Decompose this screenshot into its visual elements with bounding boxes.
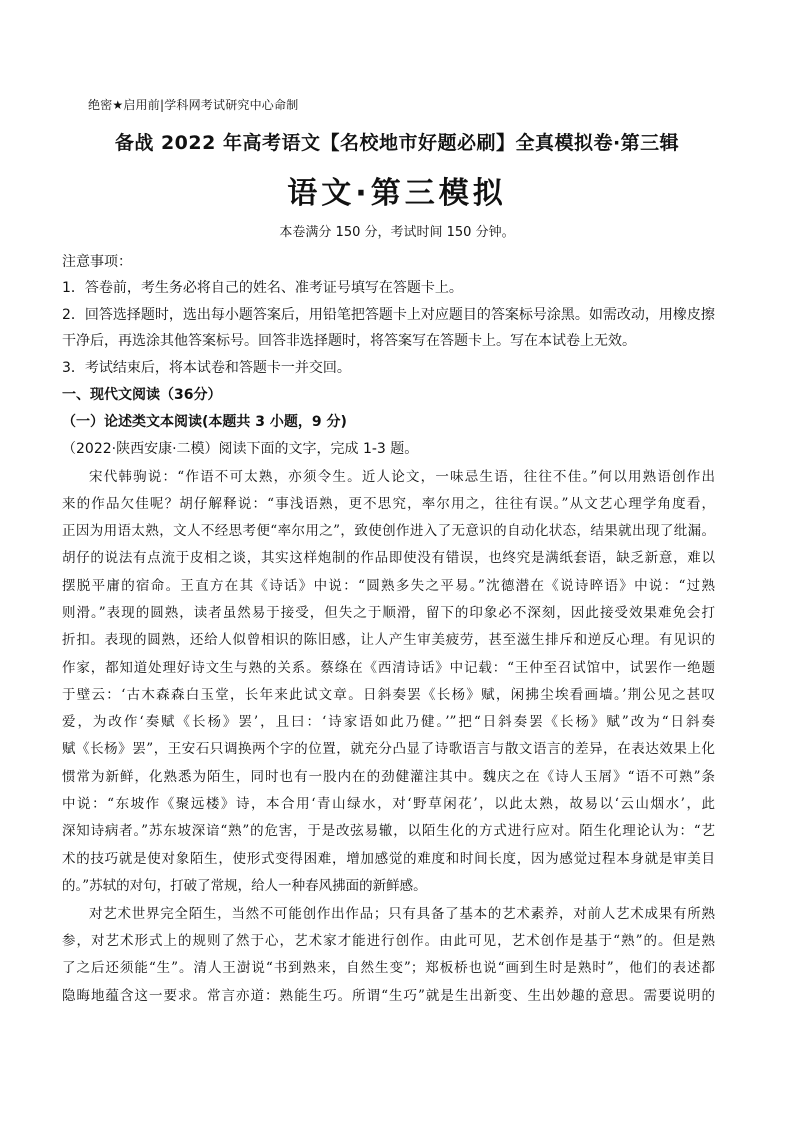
passage-line: 术的技巧就是使对象陌生，使形式变得困难，增加感觉的难度和时间长度，因为感觉过程本身就是审美目 bbox=[62, 851, 715, 867]
exam-series-title: 备战 2022 年高考语文【名校地市好题必刷】全真模拟卷·第三辑 bbox=[114, 132, 680, 154]
exam-info: 本卷满分 150 分，考试时间 150 分钟。 bbox=[279, 225, 515, 240]
notice-line: 干净后，再选涂其他答案标号。回答非选择题时，将答案写在答题卡上。写在本试卷上无效。 bbox=[62, 333, 636, 349]
passage-line: 的。”苏轼的对句，打破了常规，给人一种春风拂面的新鲜感。 bbox=[62, 878, 427, 894]
passage-line: 宋代韩驹说：“作语不可太熟，亦须令生。近人论文，一味忌生语，往往不佳。”何以用熟语创作出 bbox=[89, 469, 715, 485]
question-source: （2022·陕西安康·二模）阅读下面的文字，完成 1-3 题。 bbox=[62, 441, 419, 457]
notice-line: 3．考试结束后，将本试卷和答题卡一并交回。 bbox=[62, 360, 351, 376]
notice-line: 2．回答选择题时，选出每小题答案后，用铅笔把答题卡上对应题目的答案标号涂黑。如需改动，用橡皮擦 bbox=[62, 307, 715, 323]
passage-line: 爱，为改作‘奏赋《长杨》罢’，且曰：‘诗家语如此乃健。’”把“日斜奏罢《长杨》赋”改为“日斜奏 bbox=[62, 714, 715, 730]
passage-line: 了之后还须能“生”。清人王澍说“书到熟来，自然生变”；郑板桥也说“画到生时是熟时”，他们的表述都 bbox=[62, 960, 715, 976]
passage-line: 于壁云：‘古木森森白玉堂，长年来此试文章。日斜奏罢《长杨》赋，闲拂尘埃看画墙。’荆公见之甚叹 bbox=[62, 687, 715, 703]
passage-line: 赋《长杨》罢”，王安石只调换两个字的位置，就充分凸显了诗歌语言与散文语言的差异，在表达效果上化 bbox=[62, 741, 715, 757]
passage-line: 对艺术世界完全陌生，当然不可能创作出作品；只有具备了基本的艺术素养，对前人艺术成果有所熟 bbox=[89, 906, 715, 922]
passage-line: 摆脱平庸的宿命。王直方在其《诗话》中说：“圆熟多失之平易。”沈德潜在《说诗晬语》中说：“过熟 bbox=[62, 578, 715, 594]
passage-line: 深知诗病者。”苏东坡深谙“熟”的危害，于是改弦易辙，以陌生化的方式进行应对。陌生化理论认为：“艺 bbox=[62, 823, 715, 839]
passage-line: 参，对艺术形式上的规则了然于心，艺术家才能进行创作。由此可见，艺术创作是基于“熟”的。但是熟 bbox=[62, 933, 715, 949]
passage-line: 惯常为新鲜，化熟悉为陌生，同时也有一股内在的劲健灌注其中。魏庆之在《诗人玉屑》“语不可熟”条 bbox=[62, 769, 715, 785]
passage-line: 胡仔的说法有点流于皮相之谈，其实这样炮制的作品即使没有错误，也终究是满纸套语，缺乏新意，难以 bbox=[62, 550, 715, 566]
passage-line: 中说：“东坡作《聚远楼》诗，本合用‘青山绿水，对‘野草闲花’，以此太熟，故易以‘云山烟水’，此 bbox=[62, 796, 715, 812]
page-title: 语文·第三模拟 bbox=[287, 176, 507, 211]
passage-line: 来的作品欠佳呢？胡仔解释说：“事浅语熟，更不思究，率尔用之，往往有误。”从文艺心理学角度看， bbox=[62, 496, 715, 512]
confidential-label: 绝密★启用前|学科网考试研究中心命制 bbox=[88, 98, 299, 112]
notice-line: 1．答卷前，考生务必将自己的姓名、准考证号填写在答题卡上。 bbox=[62, 280, 463, 296]
section-heading: 一、现代文阅读（36分） bbox=[62, 387, 222, 403]
passage-line: 正因为用语太熟，文人不经思考便“率尔用之”，致使创作进入了无意识的自动化状态，结果就出现了纰漏。 bbox=[62, 523, 715, 539]
passage-line: 折扣。表现的圆熟，还给人似曾相识的陈旧感，让人产生审美疲劳，甚至滋生排斥和逆反心理。有见识的 bbox=[62, 632, 715, 648]
notice-heading: 注意事项： bbox=[62, 254, 132, 270]
passage-line: 作家，都知道处理好诗文生与熟的关系。蔡绦在《西清诗话》中记载：“王仲至召试馆中，试罢作一绝题 bbox=[62, 660, 715, 676]
subsection-heading: （一）论述类文本阅读(本题共 3 小题，9 分) bbox=[62, 414, 347, 430]
passage-line: 隐晦地蕴含这一要求。常言亦道：熟能生巧。所谓“生巧”就是生出新变、生出妙趣的意思。需要说明的 bbox=[62, 988, 715, 1004]
passage-line: 则滑。”表现的圆熟，读者虽然易于接受，但失之于顺滑，留下的印象必不深刻，因此接受效果难免会打 bbox=[62, 605, 715, 621]
